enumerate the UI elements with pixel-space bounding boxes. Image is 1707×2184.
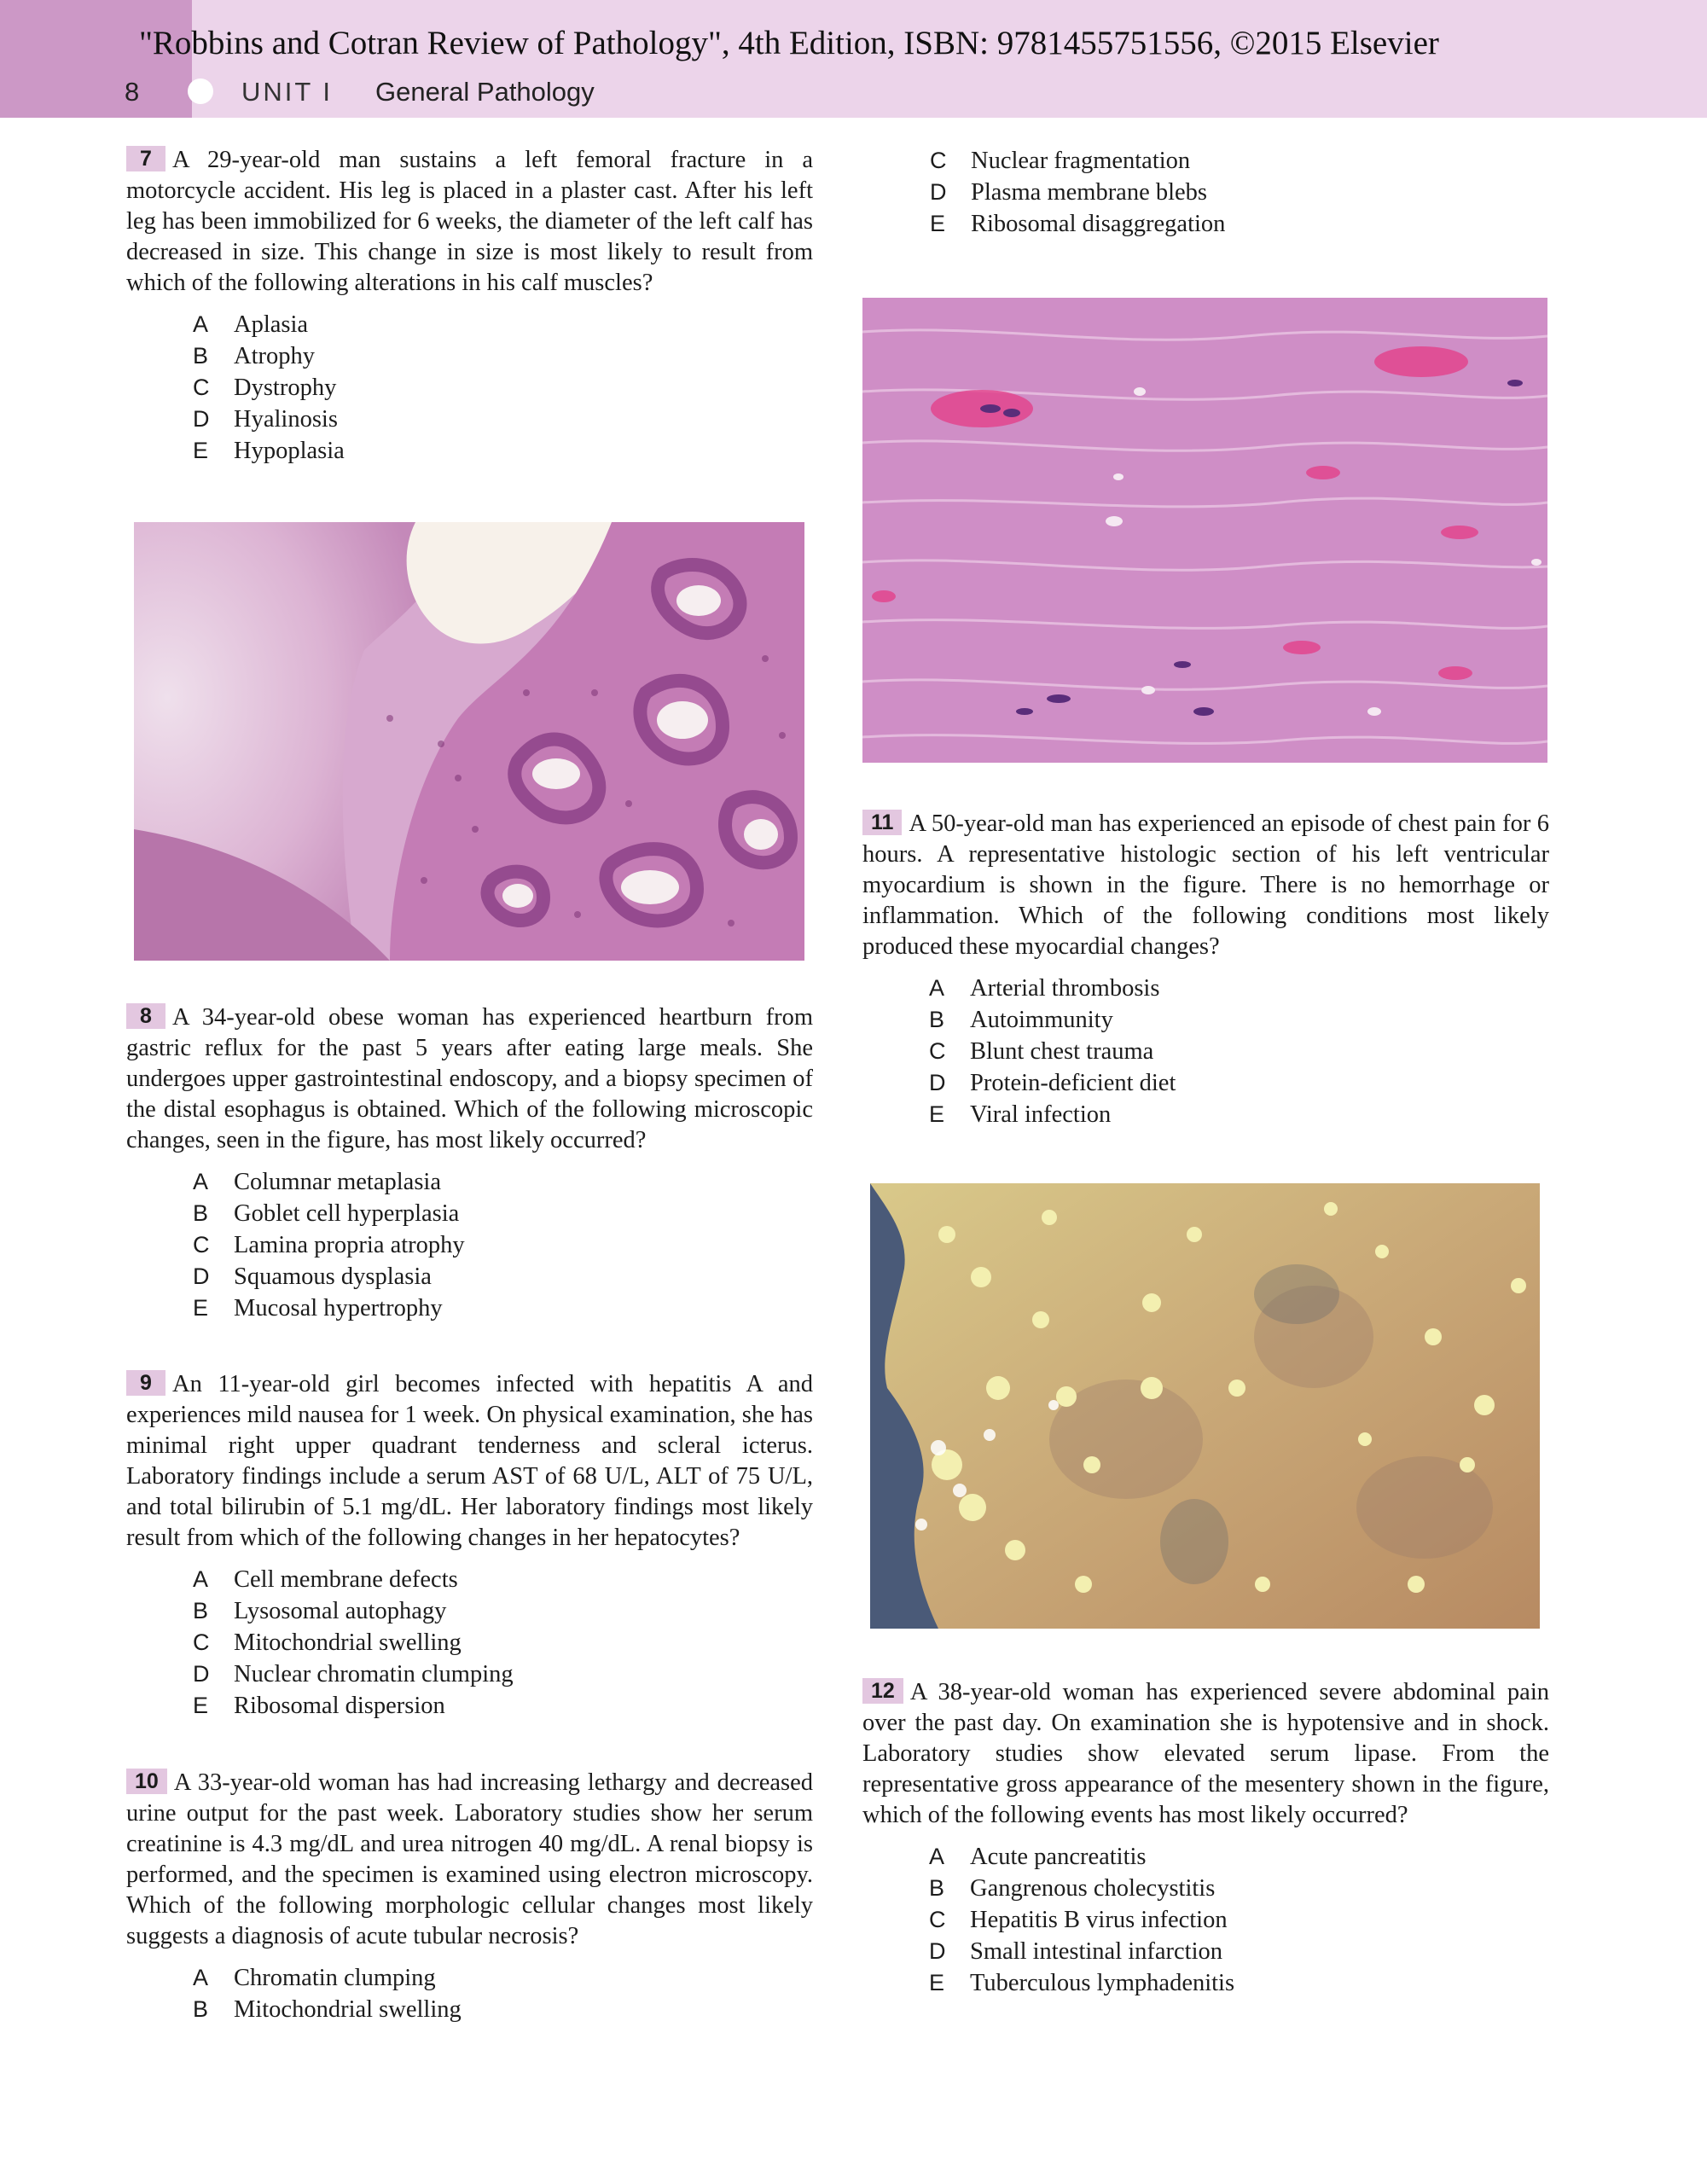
esophagus-histology-image <box>134 522 804 961</box>
header-dot-icon <box>188 78 213 104</box>
question-stem: A 29-year-old man sustains a left femoral fracture in a motorcycle accident. His leg is placed in a plaster cast. After his left leg has been immobilized for 6 weeks, the diameter of the left calf has decreased in size. This change in size is most likely to result from which of the following alterations in his calf muscles? <box>126 147 813 296</box>
question-8 <box>126 1002 813 1324</box>
question-stem: A 50-year-old man has experienced an episode of chest pain for 6 hours. A representative histologic section of his left ventricular myocardium is shown in the figure. There is no hemorrhage or inflammation. Which of the following conditions most likely produced these myocardial changes? <box>862 810 1549 960</box>
question-stem: A 33-year-old woman has had increasing lethargy and decreased urine output for the past week. Laboratory studies show her serum creatinine is 4.3 mg/dL and urea nitrogen 40 mg/dL. A renal biopsy is performed, and the specimen is examined using electron microscopy. Which of the following morphologic cellular changes most likely suggests a diagnosis of acute tubular necrosis? <box>126 1769 813 1949</box>
answer-option[interactable]: E Viral infection <box>929 1101 1112 1128</box>
question-number: 9 <box>126 1370 165 1396</box>
answer-option[interactable]: E Mucosal hypertrophy <box>193 1295 443 1321</box>
question-number: 11 <box>862 810 902 835</box>
question-number: 7 <box>126 146 165 171</box>
answer-option[interactable]: A Cell membrane defects <box>193 1566 458 1593</box>
answer-option[interactable]: A Arterial thrombosis <box>929 975 1160 1002</box>
answer-option[interactable]: A Chromatin clumping <box>193 1965 436 1991</box>
answer-option[interactable]: D Plasma membrane blebs <box>930 179 1208 206</box>
question-11 <box>862 809 1549 1130</box>
answer-options <box>126 1564 813 1722</box>
answer-option[interactable]: C Mitochondrial swelling <box>193 1629 462 1656</box>
answer-option[interactable]: E Ribosomal disaggregation <box>930 211 1226 237</box>
question-10-continued <box>863 145 1550 240</box>
answer-option[interactable]: E Tuberculous lymphadenitis <box>929 1970 1235 1996</box>
answer-option[interactable]: D Protein-deficient diet <box>929 1070 1176 1096</box>
answer-option[interactable]: C Lamina propria atrophy <box>193 1232 465 1258</box>
answer-option[interactable]: C Blunt chest trauma <box>929 1038 1154 1065</box>
question-10 <box>126 1768 813 2025</box>
page-number: 8 <box>125 77 140 107</box>
answer-option[interactable]: E Ribosomal dispersion <box>193 1693 445 1719</box>
answer-option[interactable]: A Columnar metaplasia <box>193 1169 441 1195</box>
answer-option[interactable]: E Hypoplasia <box>193 438 345 464</box>
answer-option[interactable]: C Hepatitis B virus infection <box>929 1907 1228 1933</box>
question-number: 8 <box>126 1003 165 1029</box>
answer-options <box>126 1962 813 2025</box>
answer-options <box>126 1166 813 1324</box>
question-number: 10 <box>126 1769 167 1794</box>
answer-option[interactable]: B Autoimmunity <box>929 1007 1113 1033</box>
question-stem: A 34-year-old obese woman has experienced heartburn from gastric reflux for the past 5 years after eating large meals. She undergoes upper gastrointestinal endoscopy, and a biopsy specimen of the distal esophagus is obtained. Which of the following microscopic changes, seen in the figure, has most likely occurred? <box>126 1004 813 1153</box>
answer-option[interactable]: C Dystrophy <box>193 375 337 401</box>
myocardium-histology-image <box>862 298 1547 763</box>
question-9 <box>126 1369 813 1722</box>
answer-option[interactable]: B Goblet cell hyperplasia <box>193 1200 460 1227</box>
answer-option[interactable]: D Hyalinosis <box>193 406 338 433</box>
answer-options <box>863 145 1550 240</box>
answer-option[interactable]: A Acute pancreatitis <box>929 1844 1147 1870</box>
answer-option[interactable]: D Small intestinal infarction <box>929 1938 1223 1965</box>
question-stem: A 38-year-old woman has experienced severe abdominal pain over the past day. On examination she is hypotensive and in shock. Laboratory studies show elevated serum lipase. From the representative gross appearance of the mesentery shown in the figure, which of the following events has most likely occurred? <box>862 1679 1549 1828</box>
question-stem: An 11-year-old girl becomes infected with hepatitis A and experiences mild nausea for 1 week. On physical examination, she has minimal right upper quadrant tenderness and scleral icterus. Laboratory findings include a serum AST of 68 U/L, ALT of 75 U/L, and total bilirubin of 5.1 mg/dL. Her laboratory findings most likely result from which of the following changes in her hepatocytes? <box>126 1371 813 1551</box>
answer-option[interactable]: D Squamous dysplasia <box>193 1263 432 1290</box>
answer-option[interactable]: B Atrophy <box>193 343 315 369</box>
answer-options <box>862 1841 1549 1999</box>
answer-option[interactable]: B Gangrenous cholecystitis <box>929 1875 1216 1902</box>
unit-name: General Pathology <box>375 77 595 107</box>
page-header <box>0 0 1707 118</box>
answer-option[interactable]: D Nuclear chromatin clumping <box>193 1661 514 1687</box>
answer-options <box>126 309 813 467</box>
mesentery-gross-image <box>870 1183 1540 1629</box>
question-number: 12 <box>862 1678 903 1704</box>
answer-option[interactable]: B Mitochondrial swelling <box>193 1996 462 2023</box>
answer-options <box>862 973 1549 1130</box>
book-title: "Robbins and Cotran Review of Pathology", 4th Edition, ISBN: 9781455751556, ©2015 Elsevier <box>139 25 1439 61</box>
answer-option[interactable]: B Lysosomal autophagy <box>193 1598 447 1624</box>
question-12 <box>862 1677 1549 1999</box>
unit-label: UNIT I <box>241 77 333 107</box>
answer-option[interactable]: C Nuclear fragmentation <box>930 148 1191 174</box>
question-7 <box>126 145 813 467</box>
answer-option[interactable]: A Aplasia <box>193 311 309 338</box>
